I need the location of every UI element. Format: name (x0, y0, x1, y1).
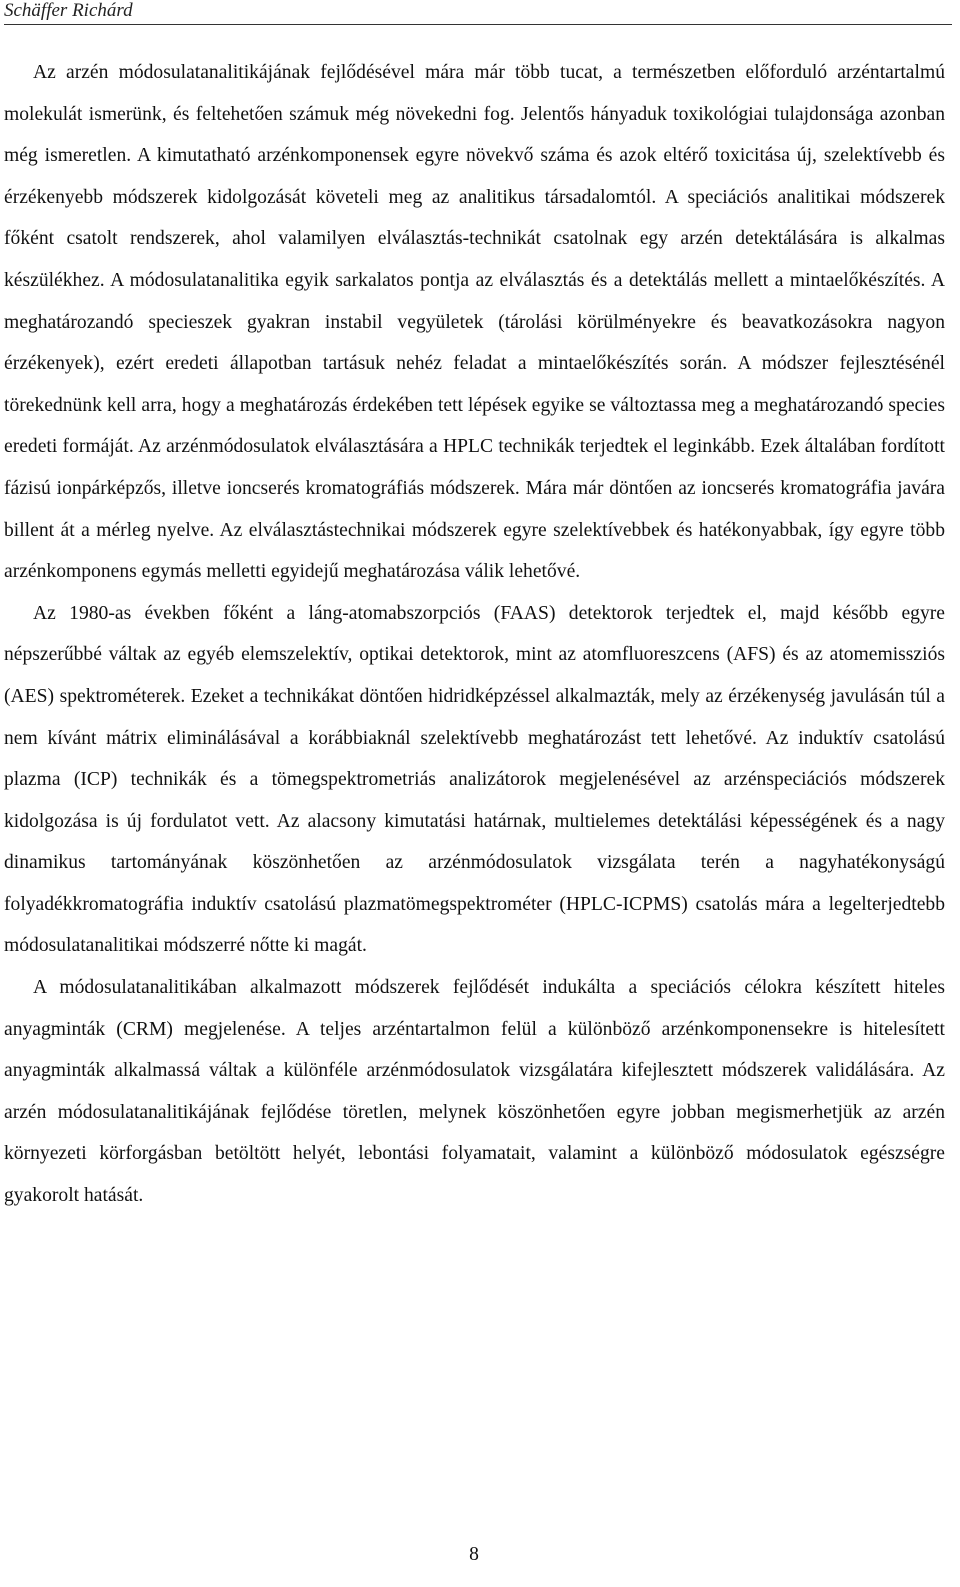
header-author: Schäffer Richárd (4, 0, 133, 21)
running-header (4, 0, 952, 25)
page-number: 8 (469, 1544, 479, 1565)
paragraph-3: A módosulatanalitikában alkalmazott módszerek fejlődését indukálta a speciációs célokra készített hiteles anyagminták (CRM) megjelenése. A teljes arzéntartalmon felül a különböző arzénkomponensekre is hitelesített anyagminták alkalmassá váltak a különféle arzénmódosulatok vizsgálatára kifejlesztett módszerek validálására. Az arzén módosulatanalitikájának fejlődése töretlen, melynek köszönhetően egyre jobban megismerhetjük az arzén környezeti körforgásban betöltött helyét, lebontási folyamatait, valamint a különböző módosulatok egészségre gyakorolt hatását. (4, 977, 945, 1207)
paragraph-1: Az arzén módosulatanalitikájának fejlődésével mára már több tucat, a természetben előforduló arzéntartalmú molekulát ismerünk, és feltehetően számuk még növekedni fog. Jelentős hányaduk toxikológiai tulajdonsága azonban még ismeretlen. A kimutatható arzénkomponensek egyre növekvő száma és azok eltérő toxicitása új, szelektívebb és érzékenyebb módszerek kidolgozását követeli meg az analitikus társadalomtól. A speciációs analitikai módszerek főként csatolt rendszerek, ahol valamilyen elválasztás-technikát csatolnak egy arzén detektálására is alkalmas készülékhez. A módosulatanalitika egyik sarkalatos pontja az elválasztás és a detektálás mellett a mintaelőkészítés. A meghatározandó specieszek gyakran instabil vegyületek (tárolási körülményekre és beavatkozásokra nagyon érzékenyek), ezért eredeti állapotban tartásuk nehéz feladat a mintaelőkészítés során. A módszer fejlesztésénél törekednünk kell arra, hogy a meghatározás érdekében tett lépések egyike se változtassa meg a meghatározandó species eredeti formáját. Az arzénmódosulatok elválasztására a HPLC technikák terjedtek el leginkább. Ezek általában fordított fázisú ionpárképzős, illetve ioncserés kromatográfiás módszerek. Mára már döntően az ioncserés kromatográfia javára billent át a mérleg nyelve. Az elválasztástechnikai módszerek egyre szelektívebbek és hatékonyabbak, így egyre több arzénkomponens egymás melletti egyidejű meghatározása válik lehetővé. (4, 62, 945, 583)
paragraph-2: Az 1980-as években főként a láng-atomabszorpciós (FAAS) detektorok terjedtek el, majd később egyre népszerűbbé váltak az egyéb elemszelektív, optikai detektorok, mint az atomfluoreszcens (AFS) és az atomemissziós (AES) spektrométerek. Ezeket a technikákat döntően hidridképzéssel alkalmazták, mely az érzékenység javulásán túl a nem kívánt mátrix eliminálásával a korábbiaknál szelektívebb meghatározást tett lehetővé. Az induktív csatolású plazma (ICP) technikák és a tömegspektrometriás analizátorok megjelenésével az arzénspeciációs módszerek kidolgozása is új fordulatot vett. Az alacsony kimutatási határnak, multielemes detektálási képességének és a nagy dinamikus tartományának köszönhetően az arzénmódosulatok vizsgálata terén a nagyhatékonyságú folyadékkromatográfia induktív csatolású plazmatömegspektrométer (HPLC-ICPMS) csatolás mára a legelterjedtebb módosulatanalitikai módszerré nőtte ki magát. (4, 602, 945, 957)
document-body (4, 52, 945, 1217)
